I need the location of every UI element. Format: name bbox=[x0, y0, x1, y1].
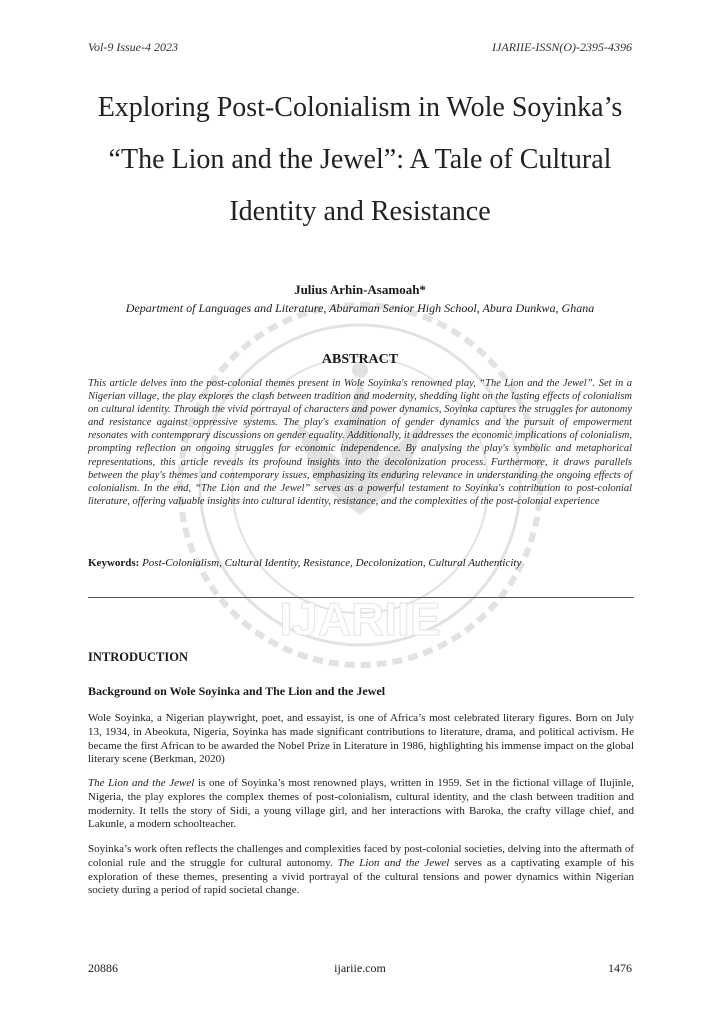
section-divider bbox=[88, 597, 634, 598]
intro-paragraph-3 bbox=[88, 843, 634, 898]
play-title-italic: The Lion and the Jewel bbox=[88, 777, 195, 789]
footer-website: ijariie.com bbox=[334, 961, 386, 975]
paper-title bbox=[40, 82, 680, 238]
abstract-text: This article delves into the post-colonial themes present in Wole Soyinka's renowned play, “The Lion and the Jewel”. Set in a Nigerian village, the play explores the clash between tradition and modernity, shedding light on the lasting effects of colonialism on cultural identity. Through the vivid portrayal of characters and power dynamics, Soyinka captures the struggles for autonomy and resistance against oppressive systems. The play's examination of gender dynamics and the pursuit of empowerment resonates with contemporary discussions on gender equality. Additionally, it addresses the economic implications of colonialism, prompting reflection on ongoing struggles for economic independence. By analysing the play's symbolic and metaphorical representations, this article reveals its profound insights into the decolonization process. Furthermore, it draws parallels between the play's themes and contemporary issues, emphasizing its enduring relevance in understanding the ongoing effects of colonialism. In the end, “The Lion and the Jewel” serves as a powerful testament to Soyinka's contribution to post-colonial literature, offering valuable insights into cultural identity, resistance, and the complexities of the post-colonial experience bbox=[88, 378, 632, 507]
background-subheading: Background on Wole Soyinka and The Lion and the Jewel bbox=[88, 684, 386, 698]
author-affiliation: Department of Languages and Literature, Aburaman Senior High School, Abura Dunkwa, Ghana bbox=[125, 301, 595, 315]
abstract-heading: ABSTRACT bbox=[321, 352, 399, 367]
paragraph-3-start: Soyinka’s work often reflects the challenges and complexities faced by post-colonial societies, delving into the aftermath of colonial rule and the struggle for cultural autonomy. bbox=[88, 843, 634, 869]
footer-page-number: 1476 bbox=[608, 961, 632, 975]
intro-paragraph-2 bbox=[88, 777, 634, 832]
keywords-value: Post-Colonialism, Cultural Identity, Resistance, Decolonization, Cultural Authenticity bbox=[142, 557, 522, 569]
title-line-2: “The Lion and the Jewel”: A Tale of Cultural bbox=[108, 144, 612, 175]
play-title-italic: The Lion and the Jewel bbox=[337, 856, 450, 869]
footer-paper-id: 20886 bbox=[88, 961, 118, 975]
paragraph-3-end: serves as a captivating example of his exploration of these themes, presenting a vivid portrayal of the cultural tensions and power dynamics within Nigerian society during a period of rapid societal change. bbox=[88, 856, 634, 897]
watermark-text: IJARIIE bbox=[279, 593, 441, 645]
introduction-heading: INTRODUCTION bbox=[88, 650, 189, 664]
title-line-3: Identity and Resistance bbox=[229, 196, 491, 227]
title-line-1: Exploring Post-Colonialism in Wole Soyinka’s bbox=[97, 92, 623, 123]
keywords-label: Keywords: bbox=[88, 557, 140, 569]
intro-paragraph-1: Wole Soyinka, a Nigerian playwright, poet, and essayist, is one of Africa’s most celebrated literary figures. Born on July 13, 1934, in Abeokuta, Nigeria, Soyinka has made significant contributions to literature, drama, and political activism. He became the first African to be awarded the Nobel Prize in Literature in 1986, highlighting his immense impact on the global literary scene (Berkman, 2020) bbox=[88, 712, 634, 766]
keywords bbox=[88, 557, 648, 569]
header-volume: Vol-9 Issue-4 2023 bbox=[88, 40, 178, 54]
paragraph-2-text: is one of Soyinka’s most renowned plays, written in 1959. Set in the fictional village of Ilujinle, Nigeria, the play explores the complex themes of post-colonialism, cultural identity, and the clash between tradition and modernity. It tells the story of Sidi, a young village girl, and her interactions with Baroka, the crafty village chief, and Lakunle, a modern schoolteacher. bbox=[88, 777, 634, 831]
author-name: Julius Arhin-Asamoah* bbox=[294, 282, 426, 297]
header-issn: IJARIIE-ISSN(O)-2395-4396 bbox=[492, 40, 632, 54]
